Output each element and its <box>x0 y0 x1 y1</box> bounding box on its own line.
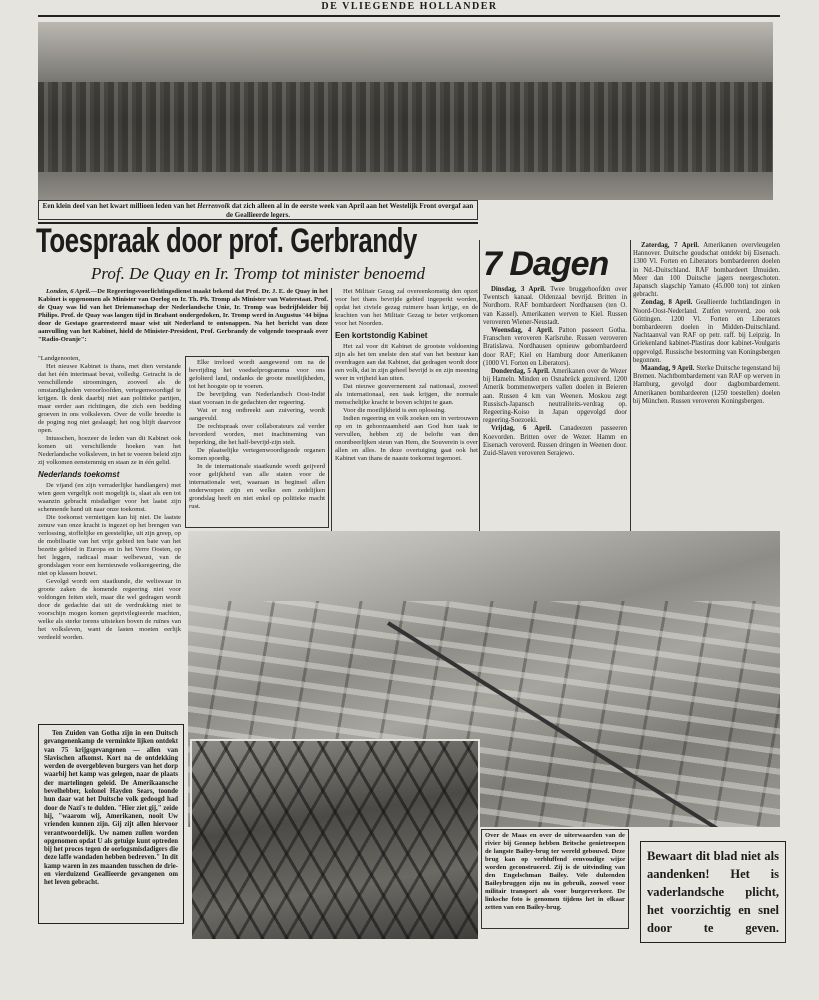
entry-day: Donderdag, 5 April. <box>491 368 550 376</box>
seven-days-continued <box>633 242 780 406</box>
entry-text: Sterke Duitsche tegenstand bij Bremen. Nachtbombardement van RAF op werven in Hamburg, gevolgd door dagbombardement. Amerikanen bombardeeren (1250 toestellen) doelen bij München. Russen veroveren Koningsbergen. <box>633 365 780 405</box>
paragraph: Indien regeering en volk zoeken om in vertrouwen op en in gehoorzaamheid aan God hun taak te vervullen, hebben zij de belofte van den onontbeerlijken steun van Hem, die Souverein is over allen en alles. In deze overtuiging gaat ook het Kabinet van thans de naaste toekomst tegemoet. <box>335 415 478 462</box>
section-heading: Een kortstondig Kabinet <box>335 331 428 340</box>
paragraph: Die toekomst vernietigen kan hij niet. De laatste zenuw van onze kracht is ingezet op het brengen van verlossing, stoffelijke en geestelijke, uit zijn greep, op de mobilisatie van het vrije gebied ten bate van het bezette gebied in Europa en in het Verre Oosten, op het leggen, radicaal maar welbewust, van de grondslagen voor een hernieuwde volksregeering, die niet op klassen bouwt. <box>38 514 181 577</box>
notice-box: Bewaart dit blad niet als aandenken! Het is vaderlandsche plicht, het voorzichtig en snel door te geven. <box>640 841 786 943</box>
paragraph: De bevrijding van Nederlandsch Oost-Indië staat vooraan in de gedachten der regeering. <box>189 391 325 406</box>
column-1 <box>38 355 181 642</box>
entry-day: Vrijdag, 6 April. <box>491 425 552 433</box>
policy-box <box>185 356 329 528</box>
entry-day: Woensdag, 4 April. <box>491 327 554 335</box>
intro-text: —De Regeeringsvoorlichtingsdienst maakt bekend dat Prof. Dr. J. E. de Quay in het Kabinet is opgenomen als Minister van Oorlog en Ir. Th. Ph. Tromp als Minister van Waterstaat. Prof. de Quay was lid van het Driemanschap der Nederlandsche Unie, Ir. Tromp was bedrijfsleider bij Philips. Prof. de Quay was langen tijd in Brabant ondergedoken, Ir. Tromp werd in Augustus '44 bijna door de Gestapo gearresteerd maar wist uit Nederland te ontsnappen. Na het bericht van deze aanvulling van het Kabinet, hield de Minister-President, Prof. Gerbrandy de volgende toespraak over "Radio-Oranje": <box>38 288 329 343</box>
masthead-rule <box>38 15 780 17</box>
paragraph: Het zal voor dit Kabinet de grootste voldoening zijn als het ten snelste den staf van het bestuur kan overdragen aan dat Kabinet, dat gedragen wordt door een volk, dat in zijn geheel bevrijd is en zijn meening weer in vrijheid kan uiten. <box>335 343 478 382</box>
headline: Toespraak door prof. Gerbrandy <box>36 222 417 260</box>
caption-text: dat zich alleen al in de eerste week van April aan het Westelijk Front overgaf aan de Geallieerde legers. <box>226 202 474 219</box>
photo-prisoners <box>38 22 773 200</box>
paragraph: Elke invloed wordt aangewend om na de bevrijding het voedselprogramma voor ons gefolterd land, ondanks de groote moeilijkheden, tot het hoogste op te voeren. <box>189 359 325 390</box>
paragraph: De plaatselijke vertegenwoordigende organen komen spoedig. <box>189 447 325 462</box>
entry-day: Zondag, 8 April. <box>641 299 693 307</box>
photo-caption <box>38 200 478 220</box>
subheadline: Prof. De Quay en Ir. Tromp tot minister benoemd <box>91 264 425 283</box>
entry-text: Twee bruggehoofden over Twentsch kanaal. Oldenzaal bevrijd. Britten in Nordhorn. RAF bombardeert Nordhausen (ten O. van Kassel). Amerikanen werven te Kiel. Russen veroveren Wiener-Neustadt. <box>483 286 627 326</box>
paragraph: Het Militair Gezag zal overeenkomstig den opzet voor het thans bevrijde gebied ingeperkt worden, opdat het civiele gezag ruimere baan krijge, en de krachten van het Militair Gezag te beter vrijkomen voor het Noorden. <box>335 288 478 327</box>
paragraph: De rechtspraak over collaborateurs zal verder bevorderd worden, met inachtneming van beperking, die het half-bevrijd-zijn stelt. <box>189 423 325 446</box>
caption-text: Over de Maas en over de uiterwaarden van de rivier bij Gennep hebben Britsche genietroepen de langste Bailey-brug ter wereld gebouwd. Deze brug kan op verbluffend eenvoudige wijze worden geconstrueerd. Zij is de uitvinding van den Engelschman Bailey. Vele dulzenden Baileybruggen zijn nu in gebruik, zoowel voor militair transport als voor burgerverkeer. De linksche foto is genomen tijdens het in elkaar zetten van een Bailey-brug. <box>485 832 625 911</box>
photo-bridge-construction <box>190 739 480 941</box>
masthead: DE VLIEGENDE HOLLANDER <box>321 1 498 12</box>
entry-day: Dinsdag, 3 April. <box>491 286 546 293</box>
paragraph: In de internationale staatkunde wordt geijverd voor gelijkheid van alle staten voor de internationale wet, waaraan in beginsel allen onderworpen zijn en welke een zedelijken grondslag heeft en niet enkel op politieke macht rust. <box>189 463 325 510</box>
seven-days-column <box>480 242 630 460</box>
paragraph: Voor die moeilijkheid is een oplossing. <box>343 407 446 414</box>
entry-text: Amerikanen overvleugelen Hannover. Duitsche goudschat ontdekt bij Eisenach. 1300 Vl. Forten en Liberators bombardeeren doelen in Nd.-Duitschland. RAF bombardeert IJmuiden. Meer dan 100 Duitsche jagers neergeschoten. Japansch slagschip Yamato (45.000 ton) tot zinken gebracht. <box>633 242 780 299</box>
intro-paragraph <box>38 288 328 344</box>
paragraph: "Landgenooten, <box>38 355 81 362</box>
entry-text: Amerikanen over de Wezer bij Hameln. Minden en Osnabrück gezuiverd. 1200 Amerik bommenwerpers vallen doelen in Beieren aan. Russen 4 km van Weenen. Moskou zegt Russisch-Japansch neutraliteits-verdrag op. Regeering-Koiso in Japan opgevolgd door regeering-Soezoeki. <box>483 368 628 425</box>
paragraph: Wat er nog ontbreekt aan zuivering, wordt aangevuld. <box>189 407 325 422</box>
caption-italic: Herrenvolk <box>197 202 231 210</box>
column-3 <box>335 288 478 463</box>
entry-day: Zaterdag, 7 April. <box>641 242 699 249</box>
paragraph: Het nieuwe Kabinet is thans, met dien verstande dat het één interimaat bevat, volledig. Getracht is de verschillende stroomingen, zooveel als de omstandigheden veroorloofden, vertegenwoordigd te krijgen. Ik denk daarbij niet aan politieke partijen, maar eerder aan richtingen, die zich een bedding groeven in ons volksleven. Over de volle breedte is de poging nog niet geslaagd; het oog blijft daarvoor open. <box>38 363 181 434</box>
column-rule <box>630 240 631 531</box>
paragraph: Intusschen, hoezeer de leden van dit Kabinet ook komen uit verschillende hoeken van het Nederlandsche volksleven, in het te voeren beleid zijn zij volkomen eenstemmig en staan ze in één gelid. <box>38 435 181 466</box>
gotha-box <box>38 724 184 924</box>
caption-text: Een klein deel van het kwart millioen leden van het <box>42 202 198 210</box>
column-rule <box>331 288 332 531</box>
entry-text: Patton passeert Gotha. Franschen veroveren Karlsruhe. Russen veroveren Bratislawa. Nordhausen opnieuw gebombardeerd door RAF; Kiel en Hamburg door Amerikanen (1000 Vl. Forten en Liberators). <box>483 327 627 367</box>
bridge-caption <box>481 829 629 929</box>
section-heading: Nederlands toekomst <box>38 470 120 479</box>
seven-days-logo: 7 Dagen <box>483 245 609 283</box>
paragraph: Dat nieuwe gouvernement zal nationaal, zoowel als internationaal, een taak krijgen, die normale menschelijke kracht te boven schijnt te gaan. <box>335 383 478 406</box>
entry-text: Canadeezen passeeren Koevorden. Britten over de Wezer. Hamm en Eisenach veroverd. Russen dringen in Weenen door. Zuid-Slaven veroveren Serajewo. <box>483 425 627 458</box>
entry-day: Maandag, 9 April. <box>641 365 695 373</box>
paragraph: De vijand (en zijn verraderlijke handlangers) met wien geen vergelijk ooit mogelijk is, slaat als een tot waanzin gebracht misdadiger voor het laatst zijn schennende hand uit naar onze toekomst. <box>38 482 181 513</box>
paragraph: Ten Zuiden van Gotha zijn in een Duitsch gevangenenkamp de verminkte lijken ontdekt van 75 krijgsgevangenen — allen van Slavischen afkomst. Kort na de ontdekking werden de overgebleven burgers van het dorp waarbij het kamp was gelegen, naar de plaats der martelingen geleid. De Amerikaansche bevelhebber, kolonel Hayden Sears, toonde hun daar wat het Duitsche volk gedoogd had door de Nazi's te dulden. "Hier ziet gij," zeide hij, "waarom wij, Amerikanen, nooit Uw vrienden kunnen zijn. Gij zijt allen hiervoor verantwoordelijk. Uw namen zullen worden opgenomen opdat U als getuige kunt optreden bij het proces tegen de oorlogsmisdadigers die deze laffe wandaden hebben bedreven." In dit kamp waren in zes maanden tusschen de drie- en vierduizend Geallieerde gevangenen om het leven gebracht. <box>44 730 178 887</box>
paragraph: Gevolgd wordt een staatkunde, die weliswaar in groote zaken de komende regeering niet voor voldongen feiten stelt, maar die wel gedragen wordt door de gedachte dat uit de verdrukking niet te voorschijn mogen komen geprivilegieerde machten, welke als sterke torens uitsteken boven de ruïnes van het volksleven, want de lasten moeten eerlijk verdeeld worden. <box>38 578 181 641</box>
entry-text: Geallieerde luchtlandingen in Noord-Oost-Nederland. Zutfen veroverd, zoo ook Göttingen. 1200 Vl. Forten en Liberators bombardeeren doelen in Midden-Duitschland. Nachtaanval van RAF op petr. raff. bij Leipzig. In Griekenland kabinet-Plastiras door kabinet-Voulgaris opgevolgd. Russische bestorming van Koningsbergen begonnen. <box>633 299 780 364</box>
dateline: Londen, 6 April. <box>46 288 91 295</box>
